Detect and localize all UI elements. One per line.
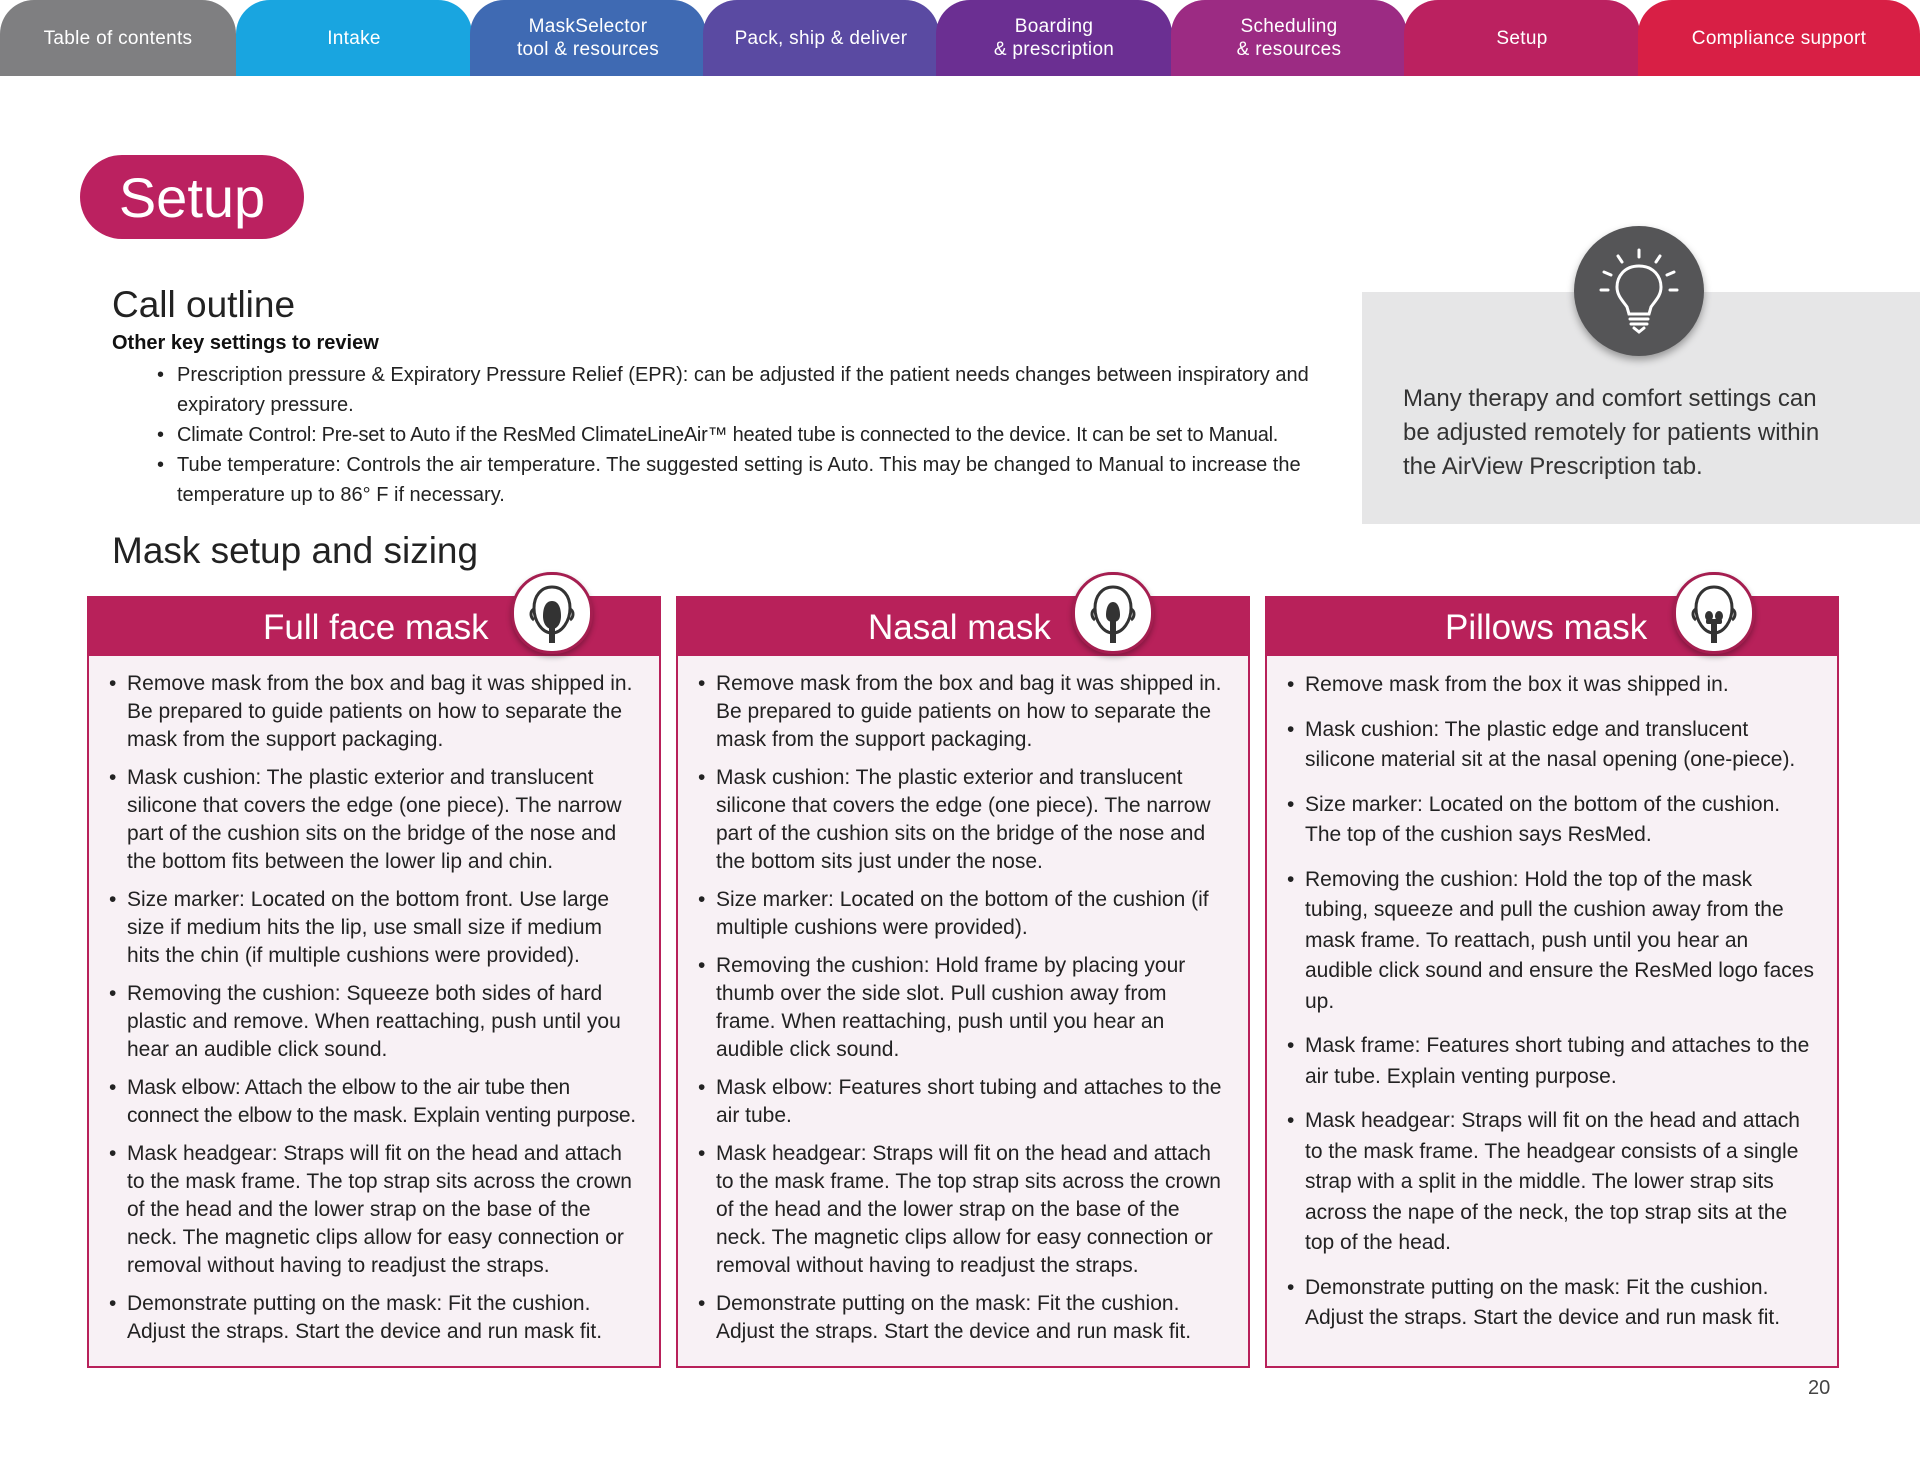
list-item: • Demonstrate putting on the mask: Fit the cushion. Adjust the straps. Start the device and run mask fit.: [109, 1290, 639, 1346]
list-item: • Remove mask from the box and bag it was shipped in. Be prepared to guide patients on how to separate the mask from the support packaging.: [698, 670, 1228, 754]
lightbulb-icon: [1574, 226, 1704, 356]
nasal-mask-icon: [1072, 572, 1154, 654]
card-title: Nasal mask: [868, 608, 1051, 647]
tab-label: MaskSelector tool & resources: [516, 16, 660, 60]
list-item: • Climate Control: Pre-set to Auto if the ResMed ClimateLineAir™ heated tube is connected to the device. It can be set to Manual.: [155, 420, 1355, 450]
nasal-mask-list: [698, 670, 1228, 1356]
list-item: • Size marker: Located on the bottom of the cushion. The top of the cushion says ResMed.: [1287, 790, 1817, 851]
tab-compliance-support[interactable]: [1638, 0, 1920, 76]
tab-scheduling-resources[interactable]: [1171, 0, 1407, 76]
list-item: • Mask frame: Features short tubing and attaches to the air tube. Explain venting purpose.: [1287, 1031, 1817, 1092]
mask-section-heading: Mask setup and sizing: [112, 530, 479, 571]
tab-label: Table of contents: [43, 27, 193, 49]
list-item: • Remove mask from the box and bag it was shipped in. Be prepared to guide patients on how to separate the mask from the support packaging.: [109, 670, 639, 754]
tab-label: Boarding & prescription: [993, 16, 1115, 60]
tab-label: Intake: [327, 27, 381, 49]
tab-label: Pack, ship & deliver: [734, 27, 908, 49]
list-item: • Mask headgear: Straps will fit on the head and attach to the mask frame. The top strap sits across the crown of the head and the lower strap on the base of the neck. The magnetic clips allow for easy connection or removal without having to readjust the straps.: [109, 1140, 639, 1280]
section-tab-bar: [0, 0, 1920, 76]
tab-boarding-prescription[interactable]: [936, 0, 1172, 76]
list-item: • Mask elbow: Features short tubing and attaches to the air tube.: [698, 1074, 1228, 1130]
list-item: • Size marker: Located on the bottom front. Use large size if medium hits the lip, use small size if medium hits the chin (if multiple cushions were provided).: [109, 886, 639, 970]
tab-label: Scheduling & resources: [1236, 16, 1342, 60]
tab-table-of-contents[interactable]: [0, 0, 236, 76]
call-outline-heading: Call outline: [112, 284, 296, 325]
full-face-mask-card: [87, 596, 661, 1368]
call-outline-list: [155, 360, 1355, 510]
tip-text: Many therapy and comfort settings can be adjusted remotely for patients within the AirView Prescription tab.: [1403, 385, 1820, 480]
list-item: • Mask cushion: The plastic edge and translucent silicone material sit at the nasal opening (one-piece).: [1287, 715, 1817, 776]
full-face-mask-icon: [511, 572, 593, 654]
list-item: • Mask cushion: The plastic exterior and translucent silicone that covers the edge (one piece). The narrow part of the cushion sits on the bridge of the nose and the bottom fits between the lower lip and chin.: [109, 764, 639, 876]
page-number: 20: [1808, 1377, 1831, 1399]
pillows-mask-card: [1265, 596, 1839, 1368]
list-item: • Prescription pressure & Expiratory Pressure Relief (EPR): can be adjusted if the patient needs changes between inspiratory and expiratory pressure.: [155, 360, 1355, 420]
tab-pack-ship-deliver[interactable]: [703, 0, 939, 76]
call-outline-subheading: Other key settings to review: [112, 332, 379, 354]
list-item: • Mask cushion: The plastic exterior and translucent silicone that covers the edge (one piece). The narrow part of the cushion sits on the bridge of the nose and the bottom sits just under the nose.: [698, 764, 1228, 876]
card-header: [678, 598, 1248, 656]
tab-label: Compliance support: [1691, 27, 1867, 49]
tab-label: Setup: [1496, 27, 1548, 49]
tab-setup[interactable]: [1404, 0, 1640, 76]
card-title: Pillows mask: [1445, 608, 1648, 647]
list-item: • Mask headgear: Straps will fit on the head and attach to the mask frame. The headgear consists of a single strap with a split in the middle. The lower strap sits across the nape of the neck, the top strap sits at the top of the head.: [1287, 1106, 1817, 1259]
nasal-mask-card: [676, 596, 1250, 1368]
list-item: • Size marker: Located on the bottom of the cushion (if multiple cushions were provided).: [698, 886, 1228, 942]
list-item: • Removing the cushion: Hold frame by placing your thumb over the side slot. Pull cushion away from frame. When reattaching, push until you hear an audible click sound.: [698, 952, 1228, 1064]
list-item: • Tube temperature: Controls the air temperature. The suggested setting is Auto. This may be changed to Manual to increase the temperature up to 86° F if necessary.: [155, 450, 1355, 510]
page-title: Setup: [80, 155, 304, 239]
pillows-mask-list: [1287, 670, 1817, 1348]
list-item: • Demonstrate putting on the mask: Fit the cushion. Adjust the straps. Start the device and run mask fit.: [1287, 1273, 1817, 1334]
tab-intake[interactable]: [236, 0, 472, 76]
card-title: Full face mask: [263, 608, 489, 647]
list-item: • Remove mask from the box it was shipped in.: [1287, 670, 1817, 701]
list-item: • Removing the cushion: Hold the top of the mask tubing, squeeze and pull the cushion away from the mask frame. To reattach, push until you hear an audible click sound and ensure the ResMed logo faces up.: [1287, 865, 1817, 1018]
pillows-mask-icon: [1673, 572, 1755, 654]
list-item: • Removing the cushion: Squeeze both sides of hard plastic and remove. When reattaching, push until you hear an audible click sound.: [109, 980, 639, 1064]
list-item: • Mask elbow: Attach the elbow to the air tube then connect the elbow to the mask. Explain venting purpose.: [109, 1074, 639, 1130]
full-face-mask-list: [109, 670, 639, 1356]
tab-maskselector[interactable]: [470, 0, 706, 76]
list-item: • Mask headgear: Straps will fit on the head and attach to the mask frame. The top strap sits across the crown of the head and the lower strap on the base of the neck. The magnetic clips allow for easy connection or removal without having to readjust the straps.: [698, 1140, 1228, 1280]
list-item: • Demonstrate putting on the mask: Fit the cushion. Adjust the straps. Start the device and run mask fit.: [698, 1290, 1228, 1346]
